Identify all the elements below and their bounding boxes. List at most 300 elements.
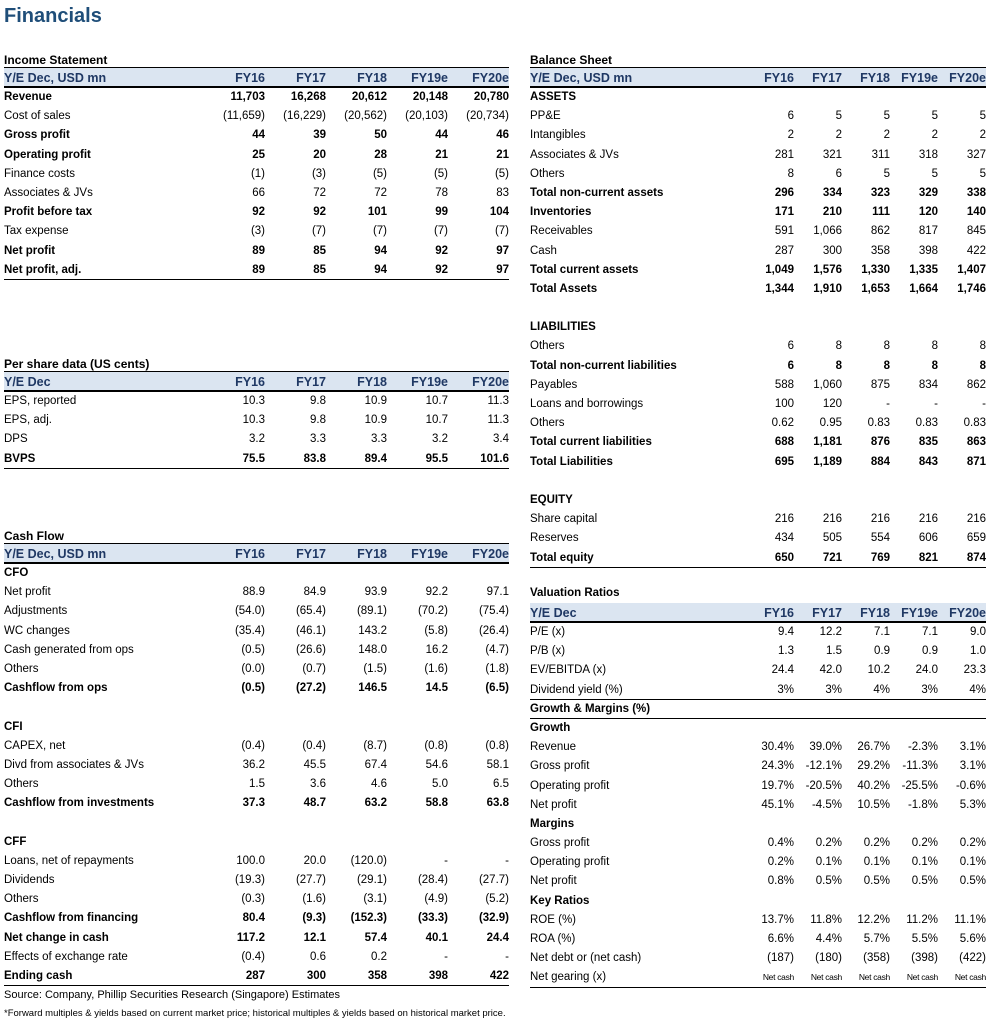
cell-value: (7) (311, 225, 326, 238)
cell-value: 8 (883, 359, 890, 372)
cell-value: 591 (774, 225, 794, 238)
table-row (4, 583, 509, 602)
cell-value: (180) (815, 952, 842, 965)
cell-value (890, 700, 938, 718)
cell-value: 1.5 (826, 645, 842, 658)
cell-value: 46 (496, 129, 509, 142)
cell-value (938, 815, 986, 834)
cell-value: 0.4% (767, 837, 794, 850)
row-label (4, 698, 209, 717)
cell-value (842, 318, 890, 337)
cell-value: 1,664 (909, 282, 938, 295)
cell-value: 1,746 (957, 282, 986, 295)
table-row (530, 719, 986, 738)
table-row (4, 756, 509, 775)
cell-value: (5.8) (424, 624, 448, 637)
cell-value: 10.7 (425, 414, 448, 427)
cell-value: (9.3) (302, 912, 326, 925)
cell-value: 0.1% (959, 856, 986, 869)
table-row (530, 930, 986, 949)
row-label: EQUITY (530, 493, 573, 506)
table-row (530, 796, 986, 815)
cell-value: (20,103) (405, 110, 448, 123)
cell-value: (4.7) (485, 643, 509, 656)
cash-flow (4, 528, 509, 986)
cell-value: (89.1) (356, 605, 387, 618)
cell-value: 2 (787, 129, 794, 142)
cell-value: 8 (835, 359, 842, 372)
table-row (4, 794, 509, 813)
header-label: Y/E Dec, USD mn (4, 71, 107, 85)
row-label: Revenue (530, 741, 577, 754)
cell-value: - (444, 950, 448, 963)
cell-value: 26.7% (857, 741, 890, 754)
row-label: Others (4, 662, 39, 675)
header-year: FY20e (949, 71, 986, 85)
cell-value (387, 564, 448, 583)
row-label: Inventories (530, 206, 592, 219)
row-label: Total non-current assets (530, 186, 664, 199)
table-row (4, 146, 509, 165)
cell-value: 821 (918, 551, 938, 564)
cell-value: 30.4% (761, 741, 794, 754)
row-label: Net change in cash (4, 931, 109, 944)
row-label: Net gearing (x) (530, 971, 607, 984)
cell-value (842, 700, 890, 718)
cell-value (794, 472, 842, 491)
table-row (4, 564, 509, 583)
header-year: FY18 (860, 606, 890, 620)
cell-value: 16,268 (290, 91, 326, 103)
cell-value: 216 (918, 513, 938, 526)
table-header (4, 372, 509, 392)
cell-value (265, 813, 326, 832)
header-year: FY18 (357, 71, 387, 85)
cell-value: 0.83 (963, 417, 986, 430)
table-row (4, 775, 509, 794)
cell-value: 24.4 (771, 664, 794, 677)
cell-value: (54.0) (234, 605, 265, 618)
cell-value: (5) (433, 167, 448, 180)
cell-value: 19.7% (761, 779, 794, 792)
cell-value: (33.3) (417, 912, 448, 925)
cell-value: 143.2 (358, 624, 387, 637)
cell-value: 0.5% (815, 875, 842, 888)
cell-value (265, 833, 326, 852)
row-label: Adjustments (4, 605, 68, 618)
cell-value: (152.3) (350, 912, 387, 925)
row-label: DPS (4, 433, 28, 446)
cell-value: -1.8% (907, 798, 938, 811)
cell-value: 20,148 (412, 91, 448, 103)
cell-value: 876 (870, 436, 890, 449)
cell-value: (35.4) (234, 624, 265, 637)
table-row (4, 411, 509, 430)
cell-value (794, 491, 842, 510)
table-header (4, 68, 509, 88)
table-row (4, 430, 509, 449)
cell-value: 358 (870, 244, 890, 257)
cell-value: 834 (918, 378, 938, 391)
cell-value (794, 299, 842, 318)
cell-value: 2 (931, 129, 938, 142)
cell-value: 93.9 (364, 586, 387, 599)
cell-value: (1.5) (363, 662, 387, 675)
cell-value: 398 (428, 969, 448, 982)
cell-value: 16.2 (425, 643, 448, 656)
cell-value: (0.4) (302, 739, 326, 752)
cell-value: 92 (252, 206, 265, 219)
cell-value: (0.5) (241, 682, 265, 695)
section-title: Balance Sheet (530, 52, 986, 68)
row-label: Growth (530, 721, 571, 734)
cell-value (842, 719, 890, 738)
cell-value: Net cash (810, 972, 842, 983)
cell-value: 44 (435, 129, 448, 142)
cell-value: 13.7% (761, 913, 794, 926)
cell-value: 89 (252, 244, 265, 257)
cell-value: 85 (313, 263, 326, 276)
cell-value: 14.5 (425, 682, 448, 695)
cell-value (326, 564, 387, 583)
row-label: Profit before tax (4, 206, 93, 219)
table-row (530, 107, 986, 126)
cell-value: 6.5 (493, 778, 509, 791)
table-row (530, 815, 986, 834)
valuation-ratios (530, 584, 986, 988)
table-row (530, 88, 986, 107)
cell-value: 1,181 (813, 436, 842, 449)
table-row (530, 184, 986, 203)
cell-value: 606 (918, 532, 938, 545)
cell-value: 45.1% (761, 798, 794, 811)
cell-value: (32.9) (478, 912, 509, 925)
table-row (4, 261, 509, 280)
table-row (530, 738, 986, 757)
header-year: FY19e (411, 547, 448, 561)
cell-value (794, 815, 842, 834)
row-label: Cashflow from investments (4, 797, 155, 810)
cell-value: 58.1 (486, 758, 509, 771)
cell-value: 210 (822, 206, 842, 219)
cell-value: 75.5 (242, 452, 265, 465)
section-title: Per share data (US cents) (4, 356, 509, 372)
cell-value: 12.1 (303, 931, 326, 944)
table-row (4, 107, 509, 126)
cell-value: 5 (931, 167, 938, 180)
cell-value: -2.3% (907, 741, 938, 754)
row-label: Total equity (530, 551, 594, 564)
cell-value: 505 (822, 532, 842, 545)
cell-value: 0.5% (863, 875, 890, 888)
table-row (4, 203, 509, 222)
cell-value (938, 318, 986, 337)
cell-value: 3.3 (371, 433, 387, 446)
table-row (530, 549, 986, 568)
cell-value: Net cash (858, 972, 890, 983)
cell-value: 769 (870, 551, 890, 564)
row-label: Others (530, 167, 565, 180)
cell-value: 39 (313, 129, 326, 142)
cell-value: Net cash (762, 972, 794, 983)
header-year: FY18 (860, 71, 890, 85)
table-row (4, 660, 509, 679)
cell-value (938, 491, 986, 510)
cell-value: - (505, 854, 509, 867)
table-row (530, 661, 986, 680)
table-row (4, 679, 509, 698)
cell-value: 8 (979, 340, 986, 353)
cell-value: 4.6 (371, 778, 387, 791)
cell-value: 6 (787, 110, 794, 123)
cell-value: (19.3) (234, 874, 265, 886)
table-row (530, 681, 986, 700)
cell-value: (16,229) (283, 110, 326, 123)
table-row (530, 472, 986, 491)
cell-value: 83 (496, 186, 509, 199)
cell-value: 29.2% (857, 760, 890, 773)
cell-value: 884 (870, 455, 890, 468)
cell-value: 20.0 (303, 854, 326, 867)
cell-value: 50 (374, 129, 387, 142)
cell-value: (28.4) (417, 874, 448, 886)
row-label: CFI (4, 720, 23, 733)
table-row (530, 242, 986, 261)
table-header (4, 544, 509, 564)
row-label: Effects of exchange rate (4, 950, 128, 963)
cell-value: 146.5 (358, 682, 387, 695)
table-row (530, 529, 986, 548)
row-label: Gross profit (530, 760, 590, 773)
cell-value: 5.6% (959, 933, 986, 945)
row-label: ASSETS (530, 91, 577, 103)
cell-value: 817 (918, 225, 938, 238)
table-row (4, 909, 509, 928)
cell-value (794, 700, 842, 718)
cell-value: -11.3% (902, 760, 938, 773)
cell-value: 1.0 (970, 645, 986, 658)
header-year: FY16 (764, 606, 794, 620)
table-row (530, 834, 986, 853)
table-row (4, 871, 509, 890)
cell-value: 8 (835, 340, 842, 353)
cell-value: 334 (822, 186, 842, 199)
table-row (4, 222, 509, 241)
cell-value: (27.2) (295, 682, 326, 695)
cell-value: 9.8 (310, 395, 326, 407)
cell-value: 3.1% (959, 760, 986, 773)
cell-value: 1.3 (778, 645, 794, 658)
cell-value: 0.6 (310, 950, 326, 963)
cell-value: 1,576 (813, 263, 842, 276)
cell-value: 171 (774, 206, 794, 219)
cell-value: 8 (787, 167, 794, 180)
cell-value: 7.1 (874, 626, 890, 638)
cell-value: (65.4) (295, 605, 326, 618)
cell-value: 117.2 (236, 931, 265, 944)
row-label: Revenue (4, 91, 52, 103)
cell-value: (0.5) (241, 643, 265, 656)
cell-value: 296 (774, 186, 794, 199)
table-row (4, 833, 509, 852)
row-label: Associates & JVs (530, 148, 619, 161)
cell-value (326, 698, 387, 717)
cell-value: 148.0 (358, 643, 387, 656)
header-year: FY16 (235, 375, 265, 389)
table-row (4, 718, 509, 737)
row-label: EV/EBITDA (x) (530, 664, 607, 677)
cell-value: 3.2 (432, 433, 448, 446)
cell-value: (5) (372, 167, 387, 180)
row-label: Dividends (4, 874, 55, 886)
row-label: PP&E (530, 110, 561, 123)
cell-value: 0.5% (911, 875, 938, 888)
cell-value (750, 472, 794, 491)
table-row (530, 757, 986, 776)
row-label: Operating profit (530, 856, 610, 869)
cell-value: 329 (918, 186, 938, 199)
cell-value: (1) (250, 167, 265, 180)
cell-value: 845 (966, 225, 986, 238)
table-row (530, 165, 986, 184)
cell-value (890, 88, 938, 107)
cell-value: 44 (252, 129, 265, 142)
cell-value: (26.6) (295, 643, 326, 656)
cell-value: -20.5% (805, 779, 842, 792)
row-label: BVPS (4, 452, 36, 465)
cell-value: 21 (496, 148, 509, 161)
header-year: FY20e (472, 547, 509, 561)
cell-value: 422 (966, 244, 986, 257)
cell-value: 862 (870, 225, 890, 238)
cell-value: 24.0 (915, 664, 938, 677)
cell-value: 101.6 (480, 452, 509, 465)
cell-value: - (886, 398, 890, 410)
cell-value: 3% (777, 683, 794, 696)
cell-value: 422 (489, 969, 509, 982)
cell-value: 300 (822, 244, 842, 257)
table-row (530, 892, 986, 911)
cell-value: (20,562) (344, 110, 387, 123)
cell-value: 1,189 (813, 455, 842, 468)
cell-value: 5 (931, 110, 938, 123)
cell-value: 72 (313, 186, 326, 199)
row-label: Intangibles (530, 129, 586, 142)
cell-value (750, 815, 794, 834)
cell-value: -4.5% (811, 798, 842, 811)
cell-value: 83.8 (303, 452, 326, 465)
cell-value: 84.9 (303, 586, 326, 599)
row-label: Total current assets (530, 263, 639, 276)
cell-value: 10.9 (364, 395, 387, 407)
cell-value: 100 (774, 398, 794, 410)
row-label: Others (530, 340, 565, 353)
cell-value (326, 718, 387, 737)
cell-value: 3% (825, 683, 842, 696)
cell-value (938, 700, 986, 718)
cell-value (794, 719, 842, 738)
cell-value (448, 813, 509, 832)
cell-value: (29.1) (356, 874, 387, 886)
row-label: Net profit (530, 798, 577, 811)
cell-value: 94 (374, 244, 387, 257)
cell-value: 434 (774, 532, 794, 545)
cell-value: 1,330 (861, 263, 890, 276)
row-label: WC changes (4, 624, 70, 637)
cell-value (265, 698, 326, 717)
cell-value: 45.5 (303, 758, 326, 771)
cell-value: 0.5% (959, 875, 986, 888)
cell-value: 338 (966, 186, 986, 199)
cell-value: 66 (252, 186, 265, 199)
cell-value (842, 491, 890, 510)
cell-value: 862 (966, 378, 986, 391)
cell-value: 10.2 (867, 664, 890, 677)
cell-value: 94 (374, 263, 387, 276)
cell-value: 140 (966, 206, 986, 219)
cell-value: 10.5% (857, 798, 890, 811)
table-row (530, 872, 986, 891)
row-label: Associates & JVs (4, 186, 93, 199)
row-label: Net debt or (net cash) (530, 952, 642, 965)
cell-value (890, 719, 938, 738)
cell-value: 650 (774, 551, 794, 564)
cell-value: 12.2 (819, 626, 842, 638)
cell-value: 78 (435, 186, 448, 199)
cell-value: 5 (979, 167, 986, 180)
cell-value: 2 (979, 129, 986, 142)
income-statement (4, 52, 509, 280)
cell-value (750, 318, 794, 337)
cell-value (209, 718, 265, 737)
cell-value: 318 (918, 148, 938, 161)
cell-value: (7) (433, 225, 448, 238)
cell-value: (7) (494, 225, 509, 238)
cell-value: (20,734) (466, 110, 509, 123)
cell-value: (7) (372, 225, 387, 238)
cell-value (448, 833, 509, 852)
cell-value: -25.5% (901, 779, 938, 792)
cell-value: 28 (374, 148, 387, 161)
footnote: *Forward multiples & yields based on current market price; historical multiples & yields based on historical market price. (4, 1008, 506, 1019)
cell-value: 10.7 (425, 395, 448, 407)
cell-value: 843 (918, 455, 938, 468)
row-label: Ending cash (4, 969, 73, 982)
cell-value: 300 (306, 969, 326, 982)
table-row (4, 165, 509, 184)
header-year: FY18 (357, 375, 387, 389)
cell-value: Net cash (954, 972, 986, 983)
cell-value (750, 299, 794, 318)
header-year: FY17 (812, 71, 842, 85)
table-row (4, 698, 509, 717)
cell-value: 0.2% (911, 837, 938, 850)
cell-value: 11.3 (487, 414, 509, 427)
cell-value: 0.2% (959, 837, 986, 850)
row-label: Others (4, 778, 39, 791)
cell-value: (0.8) (424, 739, 448, 752)
cell-value: 0.83 (915, 417, 938, 430)
cell-value: Net cash (906, 972, 938, 983)
row-label: Finance costs (4, 167, 75, 180)
cell-value: (3.1) (363, 893, 387, 906)
cell-value: - (982, 398, 986, 410)
section-title: Valuation Ratios (530, 587, 620, 599)
cell-value: 0.83 (867, 417, 890, 430)
cell-value: -0.6% (955, 779, 986, 792)
row-label: Net profit (4, 244, 56, 257)
cell-value (938, 719, 986, 738)
